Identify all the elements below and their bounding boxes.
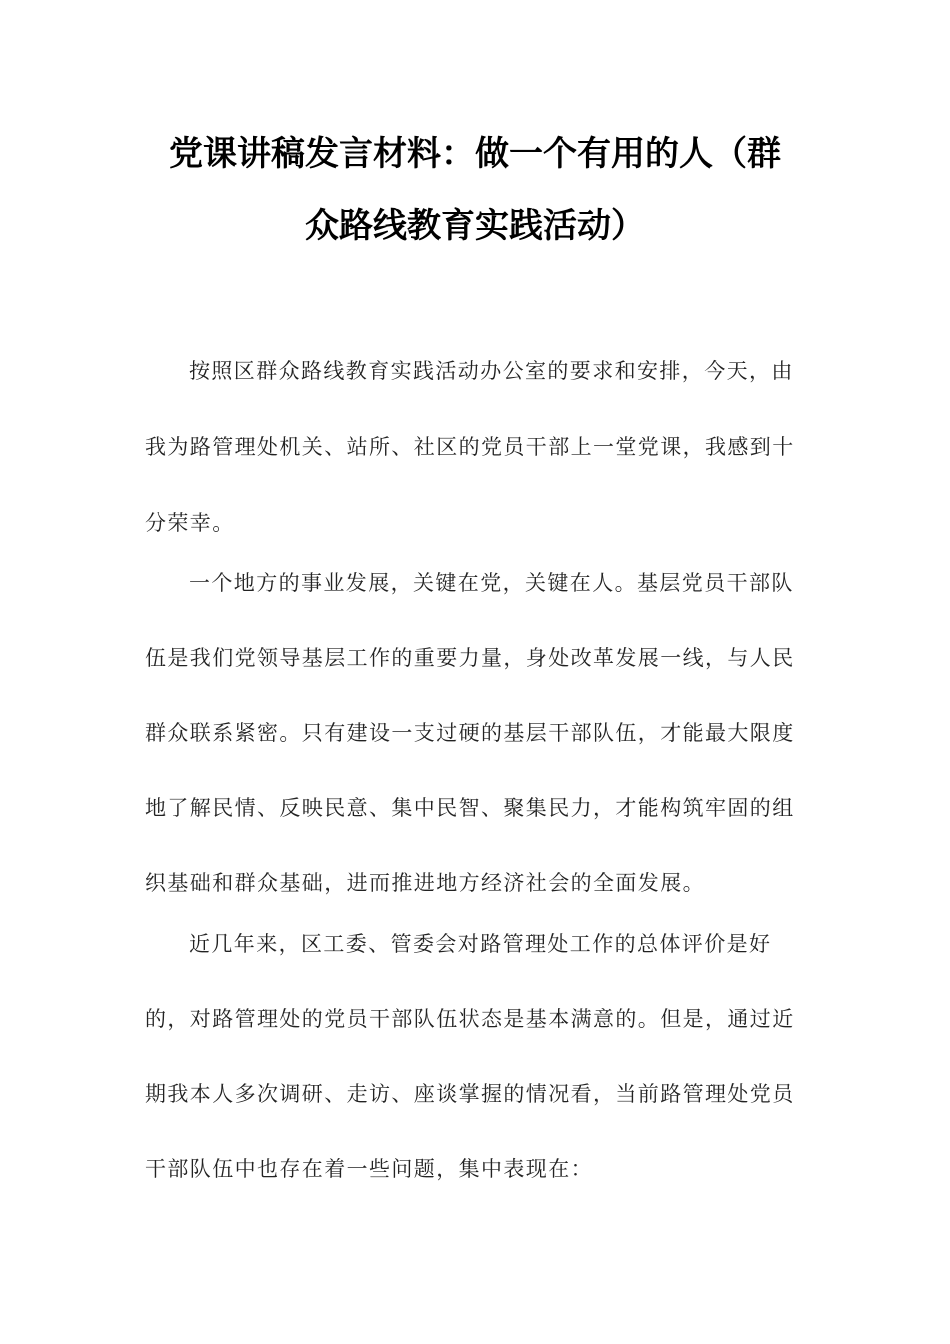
paragraph-1-line-3: 分荣幸。: [145, 511, 235, 535]
paragraph-2-line-4: 地了解民情、反映民意、集中民智、聚集民力，才能构筑牢固的组: [145, 796, 795, 820]
paragraph-2-line-3: 群众联系紧密。只有建设一支过硬的基层干部队伍，才能最大限度: [145, 721, 795, 745]
paragraph-3-line-3: 期我本人多次调研、走访、座谈掌握的情况看，当前路管理处党员: [145, 1082, 795, 1106]
paragraph-3-line-2: 的，对路管理处的党员干部队伍状态是基本满意的。但是，通过近: [145, 1007, 795, 1031]
document-title-line-2: 众路线教育实践活动）: [305, 206, 645, 246]
document-title-line-1: 党课讲稿发言材料：做一个有用的人（群: [169, 134, 781, 174]
paragraph-3-line-1: 近几年来，区工委、管委会对路管理处工作的总体评价是好: [189, 932, 772, 956]
paragraph-3-line-4: 干部队伍中也存在着一些问题，集中表现在：: [145, 1157, 593, 1181]
paragraph-1-line-1: 按照区群众路线教育实践活动办公室的要求和安排，今天，由: [189, 359, 794, 383]
paragraph-2-line-1: 一个地方的事业发展，关键在党，关键在人。基层党员干部队: [189, 571, 794, 595]
paragraph-2-line-2: 伍是我们党领导基层工作的重要力量，身处改革发展一线，与人民: [145, 646, 795, 670]
paragraph-1-line-2: 我为路管理处机关、站所、社区的党员干部上一堂党课，我感到十: [145, 435, 795, 459]
paragraph-2-line-5: 织基础和群众基础，进而推进地方经济社会的全面发展。: [145, 871, 705, 895]
